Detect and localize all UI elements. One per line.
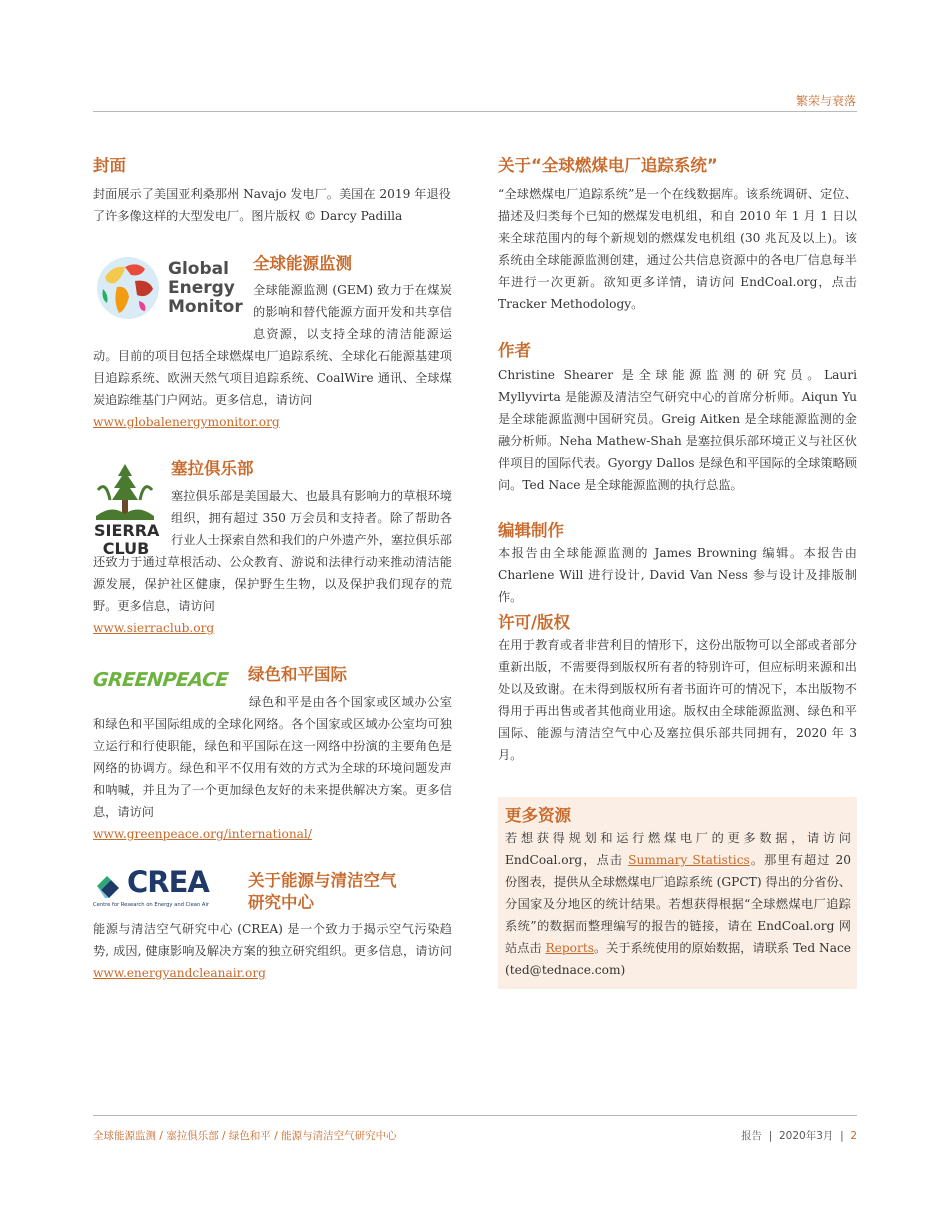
- crea-logo-sub: Centre for Research on Energy and Clean Air: [93, 902, 210, 908]
- gem-link[interactable]: www.globalenergymonitor.org: [93, 415, 280, 429]
- license-text: 在用于教育或者非营利目的情形下，这份出版物可以全部或者部分重新出版，不需要得到版权所有者的特别许可，但应标明来源和出处以及致谢。在未得到版权所有者书面许可的情况下，本出版物不得用于再出售或者其他商业用途。版权由全球能源监测、绿色和平国际、能源与清洁空气中心及塞拉俱乐部共同拥有，2020 年 3 月。: [498, 638, 857, 762]
- gem-section: [93, 279, 452, 433]
- editing-section: [498, 520, 857, 608]
- editing-text: 本报告由全球能源监测的 James Browning 编辑。本报告由 Charlene Will 进行设计, David Van Ness 参与设计及排版制作。: [498, 546, 857, 604]
- crea-section: [93, 918, 452, 984]
- gem-logo-word2: Energy: [168, 278, 235, 298]
- sierra-logo-word1: SIERRA: [94, 521, 160, 540]
- greenpeace-heading: 绿色和平国际: [248, 665, 347, 684]
- crea-heading-line2: 研究中心: [248, 893, 314, 912]
- running-header: 繁荣与衰落: [795, 94, 856, 108]
- license-heading: 许可/版权: [498, 613, 571, 632]
- cover-section: [93, 155, 453, 227]
- footer-organizations: 全球能源监测 / 塞拉俱乐部 / 绿色和平 / 能源与清洁空气研究中心: [93, 1130, 397, 1142]
- sierra-link[interactable]: www.sierraclub.org: [93, 621, 215, 635]
- resources-text-2: 。那里有超过 20 份图表，提供从全球燃煤电厂追踪系统 (GPCT) 得出的分省份、分国家及分地区的统计结果。若想获得根据“全球燃煤电厂追踪系统”的数据而整理编写的报告的链接，请在 EndCoal.org 网站点击: [505, 853, 852, 955]
- greenpeace-link[interactable]: www.greenpeace.org/international/: [93, 827, 312, 841]
- footer-report-label: 报告: [741, 1130, 763, 1142]
- gem-text: 全球能源监测 (GEM) 致力于在煤炭的影响和替代能源方面开发和共享信息资源，以支持全球的清洁能源运动。目前的项目包括全球燃煤电厂追踪系统、全球化石能源基建项目追踪系统、欧洲天然气项目追踪系统、CoalWire 通讯、全球煤炭追踪维基门户网站。更多信息，请访问: [93, 283, 452, 407]
- crea-mark-icon: [93, 871, 123, 901]
- greenpeace-logo-text: GREENPEACE: [91, 669, 230, 691]
- sierra-text: 塞拉俱乐部是美国最大、也最具有影响力的草根环境组织，拥有超过 350 万会员和支持者。除了帮助各行业人士探索自然和我们的户外遗产外，塞拉俱乐部还致力于通过草根活动、公众教育、游说和法律行动来推动清洁能源发展，保护社区健康，保护野生生物，以及保护我们现存的荒野。更多信息，请访问: [93, 489, 452, 613]
- greenpeace-text: 绿色和平是由各个国家或区域办公室和绿色和平国际组成的全球化网络。各个国家或区域办公室均可独立运行和行使职能，绿色和平国际在这一网络中扮演的主要角色是网络的协调方。绿色和平不仅用有效的方式为全球的环境问题发声和呐喊，并且为了一个更加绿色友好的未来提供解决方案。更多信息，请访问: [93, 695, 452, 819]
- gem-heading: 全球能源监测: [253, 254, 352, 273]
- gem-logo-word3: Monitor: [168, 297, 243, 317]
- cover-heading: 封面: [93, 156, 126, 175]
- license-section: [498, 612, 857, 766]
- reports-link[interactable]: Reports: [545, 941, 594, 955]
- footer-separator: |: [768, 1130, 773, 1142]
- crea-heading-line1: 关于能源与清洁空气: [248, 871, 397, 890]
- about-section: [498, 155, 857, 315]
- authors-section: [498, 340, 857, 496]
- cover-text: 封面展示了美国亚利桑那州 Navajo 发电厂。美国在 2019 年退役了许多像这样的大型发电厂。图片版权 © Darcy Padilla: [93, 187, 451, 223]
- sierra-section: [93, 485, 452, 639]
- crea-link[interactable]: www.energyandcleanair.org: [93, 966, 266, 980]
- gem-logo-word1: Global: [168, 259, 229, 279]
- about-heading: 关于“全球燃煤电厂追踪系统”: [498, 156, 718, 175]
- summary-statistics-link[interactable]: Summary Statistics: [628, 853, 750, 867]
- sierra-logo-word2: CLUB: [102, 539, 150, 558]
- crea-heading: [248, 870, 397, 914]
- resources-heading: 更多资源: [505, 806, 571, 825]
- crea-logo: [93, 865, 235, 912]
- crea-text: 能源与清洁空气研究中心 (CREA) 是一个致力于揭示空气污染趋势, 成因, 健康影响及解决方案的独立研究组织。更多信息，请访问: [93, 922, 452, 958]
- resources-text-1: 若想获得规划和运行燃煤电厂的更多数据，请访问 EndCoal.org，点击: [505, 831, 851, 867]
- footer-meta: [741, 1128, 857, 1143]
- editing-heading: 编辑制作: [498, 521, 564, 540]
- footer-date: 2020年3月: [778, 1130, 834, 1142]
- footer-separator: |: [840, 1130, 844, 1142]
- page-number: 2: [850, 1130, 857, 1142]
- authors-heading: 作者: [498, 341, 531, 360]
- about-text: “全球燃煤电厂追踪系统”是一个在线数据库。该系统调研、定位、描述及归类每个已知的燃煤发电机组，和自 2010 年 1 月 1 日以来全球范围内的每个新规划的燃煤发电机组 (30 兆瓦及以上)。该系统由全球能源监测创建，通过公共信息资源中的各电厂信息每半年进行一次更新。欲知更多详情，请访问 EndCoal.org，点击 Tracker Methodology。: [498, 187, 857, 311]
- sierra-heading: 塞拉俱乐部: [171, 459, 254, 478]
- header-rule: [93, 111, 857, 112]
- greenpeace-section: [93, 691, 452, 845]
- resources-text-3: 。关于系统使用的原始数据，请联系 Ted Nace (ted@tednace.com): [505, 941, 851, 977]
- resources-box: [498, 797, 857, 989]
- footer-rule: [93, 1115, 857, 1116]
- crea-logo-text: CREA: [127, 865, 209, 899]
- authors-text: Christine Shearer 是全球能源监测的研究员。Lauri Myllyvirta 是能源及清洁空气研究中心的首席分析师。Aiqun Yu 是全球能源监测中国研究员。Greig Aitken 是全球能源监测的金融分析师。Neha Mathew-Shah 是塞拉俱乐部环境正义与社区伙伴项目的国际代表。Gyorgy Dallos 是绿色和平国际的全球策略顾问。Ted Nace 是全球能源监测的执行总监。: [498, 368, 857, 492]
